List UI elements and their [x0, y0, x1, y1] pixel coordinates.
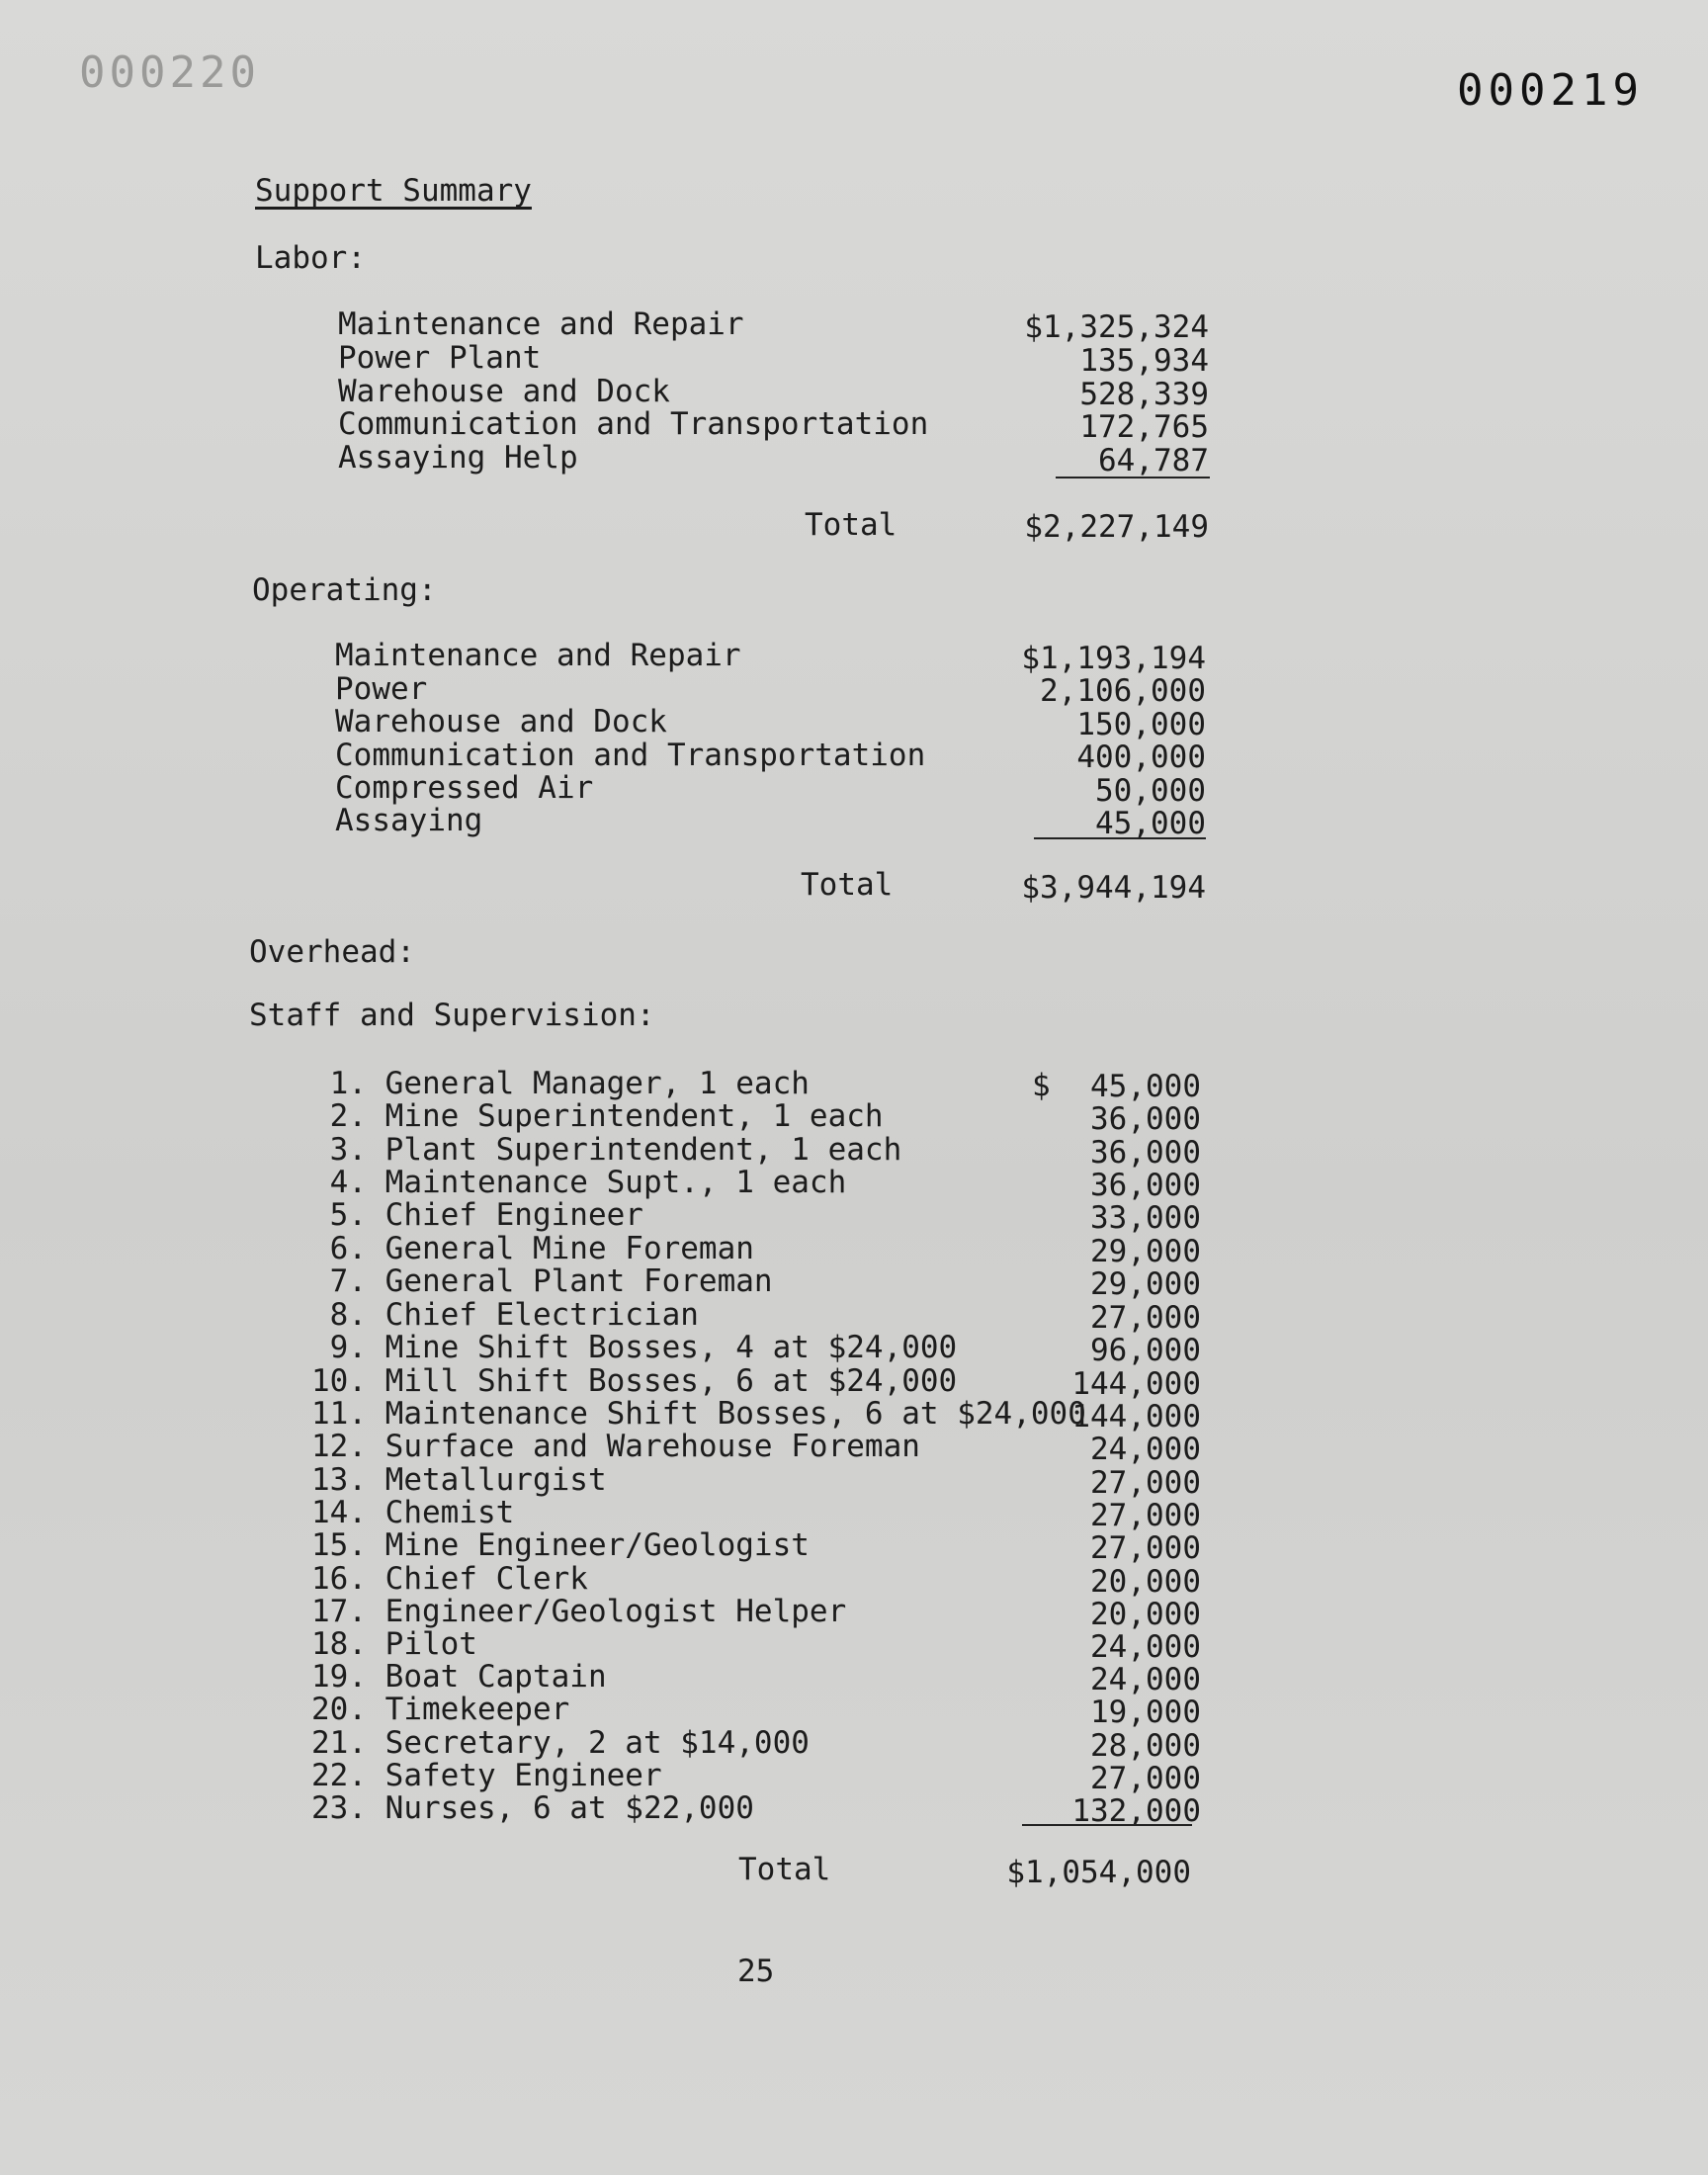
staff-item-label: 10. Mill Shift Bosses, 6 at $24,000: [311, 1363, 958, 1399]
operating-heading: Operating:: [252, 572, 437, 608]
faded-stamp-number: 000220: [79, 47, 260, 98]
staff-item-label: 11. Maintenance Shift Bosses, 6 at $24,000: [311, 1396, 1086, 1432]
operating-item-label: Warehouse and Dock: [335, 704, 667, 740]
staff-item-label: 16. Chief Clerk: [311, 1561, 588, 1597]
labor-subtotal-rule: [1056, 477, 1210, 478]
operating-total-label: Total: [801, 867, 894, 903]
staff-item-value: 20,000: [1090, 1564, 1201, 1600]
operating-item-value: $1,193,194: [1021, 641, 1206, 676]
labor-total-value: $2,227,149: [1024, 509, 1209, 545]
staff-item-label: 2. Mine Superintendent, 1 each: [311, 1098, 884, 1134]
staff-item-label: 7. General Plant Foreman: [311, 1263, 773, 1299]
staff-item-label: 23. Nurses, 6 at $22,000: [311, 1790, 754, 1826]
operating-item-value: 50,000: [1095, 773, 1206, 809]
staff-item-value: 24,000: [1090, 1662, 1201, 1697]
staff-heading: Staff and Supervision:: [249, 998, 655, 1033]
operating-item-label: Communication and Transportation: [335, 738, 926, 773]
staff-item-label: 21. Secretary, 2 at $14,000: [311, 1725, 810, 1761]
staff-item-value: 28,000: [1090, 1728, 1201, 1764]
labor-heading: Labor:: [255, 240, 366, 276]
operating-item-value: 45,000: [1095, 806, 1206, 841]
operating-item-label: Power: [335, 671, 428, 707]
labor-item-value: 172,765: [1079, 409, 1209, 445]
staff-item-label: 9. Mine Shift Bosses, 4 at $24,000: [311, 1330, 958, 1365]
staff-item-value: 20,000: [1090, 1597, 1201, 1632]
labor-item-label: Communication and Transportation: [338, 406, 929, 442]
staff-item-label: 3. Plant Superintendent, 1 each: [311, 1132, 902, 1168]
staff-item-label: 4. Maintenance Supt., 1 each: [311, 1165, 847, 1200]
staff-item-label: 15. Mine Engineer/Geologist: [311, 1527, 810, 1563]
staff-item-value: 144,000: [1071, 1366, 1201, 1402]
operating-item-value: 150,000: [1076, 707, 1206, 742]
staff-item-value: 45,000: [1090, 1069, 1201, 1104]
operating-item-value: 400,000: [1076, 740, 1206, 775]
staff-item-value: 27,000: [1090, 1530, 1201, 1566]
operating-item-value: 2,106,000: [1040, 673, 1206, 709]
staff-item-label: 6. General Mine Foreman: [311, 1231, 754, 1266]
staff-item-value: 132,000: [1071, 1793, 1201, 1829]
staff-item-value: 96,000: [1090, 1333, 1201, 1368]
page-number: 25: [737, 1954, 775, 1989]
staff-item-value: 36,000: [1090, 1135, 1201, 1171]
staff-item-label: 5. Chief Engineer: [311, 1197, 643, 1233]
operating-subtotal-rule: [1034, 837, 1206, 839]
labor-item-value: 528,339: [1079, 377, 1209, 412]
staff-item-value: 27,000: [1090, 1465, 1201, 1501]
labor-total-label: Total: [805, 507, 897, 543]
labor-item-label: Maintenance and Repair: [338, 306, 744, 342]
staff-item-label: 19. Boat Captain: [311, 1659, 607, 1695]
staff-item-value: 144,000: [1071, 1399, 1201, 1435]
operating-total-value: $3,944,194: [1021, 870, 1206, 906]
staff-total-value: $1,054,000: [1006, 1855, 1191, 1890]
labor-item-value: $1,325,324: [1024, 309, 1209, 345]
staff-dollar-sign: $: [1032, 1068, 1051, 1103]
staff-item-label: 14. Chemist: [311, 1495, 515, 1530]
staff-item-value: 29,000: [1090, 1266, 1201, 1302]
page-title: Support Summary: [255, 173, 532, 209]
labor-item-label: Assaying Help: [338, 440, 578, 476]
overhead-heading: Overhead:: [249, 934, 415, 970]
staff-subtotal-rule: [1022, 1824, 1192, 1826]
staff-item-label: 12. Surface and Warehouse Foreman: [311, 1429, 920, 1464]
staff-item-value: 36,000: [1090, 1168, 1201, 1203]
staff-item-value: 24,000: [1090, 1629, 1201, 1665]
staff-item-value: 33,000: [1090, 1200, 1201, 1236]
labor-item-label: Warehouse and Dock: [338, 374, 670, 409]
staff-item-value: 36,000: [1090, 1101, 1201, 1137]
operating-item-label: Assaying: [335, 803, 483, 838]
staff-item-value: 24,000: [1090, 1432, 1201, 1467]
staff-item-label: 20. Timekeeper: [311, 1692, 570, 1727]
staff-item-value: 27,000: [1090, 1761, 1201, 1796]
staff-item-value: 19,000: [1090, 1695, 1201, 1730]
labor-item-value: 135,934: [1079, 343, 1209, 379]
staff-item-value: 29,000: [1090, 1234, 1201, 1269]
staff-item-label: 17. Engineer/Geologist Helper: [311, 1594, 847, 1629]
labor-item-value: 64,787: [1098, 443, 1209, 478]
document-number-stamp: 000219: [1457, 65, 1644, 116]
operating-item-label: Compressed Air: [335, 770, 594, 806]
staff-item-label: 22. Safety Engineer: [311, 1758, 662, 1793]
staff-item-label: 18. Pilot: [311, 1626, 477, 1662]
labor-item-label: Power Plant: [338, 340, 542, 376]
staff-item-label: 8. Chief Electrician: [311, 1297, 699, 1333]
staff-total-label: Total: [738, 1852, 831, 1887]
operating-item-label: Maintenance and Repair: [335, 638, 741, 673]
staff-item-label: 13. Metallurgist: [311, 1462, 607, 1498]
staff-item-label: 1. General Manager, 1 each: [311, 1066, 810, 1101]
staff-item-value: 27,000: [1090, 1300, 1201, 1336]
staff-item-value: 27,000: [1090, 1498, 1201, 1533]
